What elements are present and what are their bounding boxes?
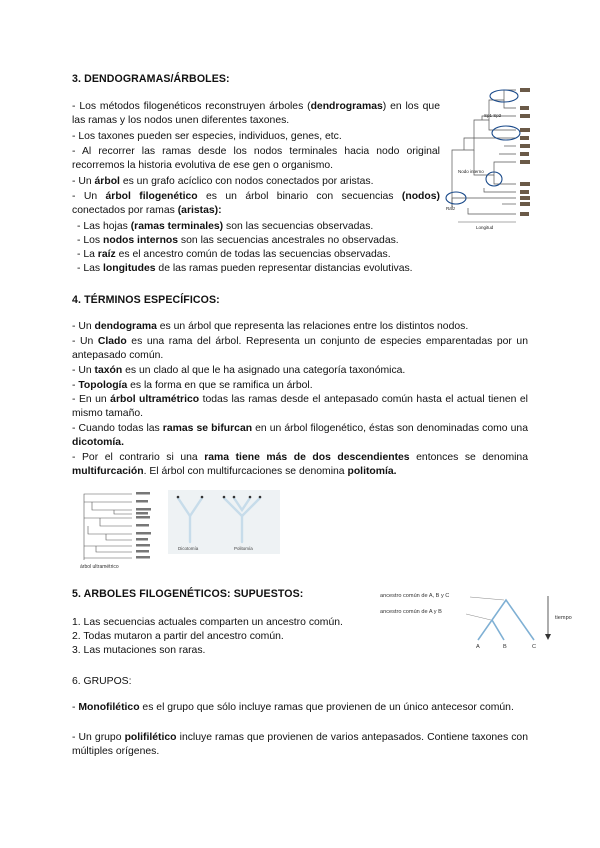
s4-item-5 xyxy=(72,393,528,421)
s5-item-3: 3. Las mutaciones son raras. xyxy=(72,645,206,656)
bold-term: nodos internos xyxy=(103,235,179,246)
text: - Un xyxy=(72,365,95,376)
text: son las secuencias ancestrales no observadas. xyxy=(178,235,399,246)
s3-bullet-3 xyxy=(77,248,497,262)
leaf-c-label: C xyxy=(532,644,537,650)
fig-label-root: Raíz xyxy=(446,206,456,211)
text: es el grupo que sólo incluye ramas que provienen de un único antecesor común. xyxy=(139,702,514,713)
bold-term: árbol filogenético xyxy=(105,191,198,202)
text: - Los métodos filogenéticos reconstruyen árboles ( xyxy=(72,101,311,112)
polytomy-caption: Politomía xyxy=(234,546,253,551)
text: todas las ramas desde el antepasado común hasta el actual tienen el mismo tamaño. xyxy=(72,394,528,420)
s4-item-4 xyxy=(72,379,528,393)
text: - En un xyxy=(72,394,111,405)
s4-item-7 xyxy=(72,451,528,479)
bold-term: árbol xyxy=(94,176,120,187)
bold-term: dicotomía. xyxy=(72,437,124,449)
dichotomy-caption: Dicotomía xyxy=(178,546,199,551)
s3-bullet-4 xyxy=(77,262,517,276)
bold-term: (nodos) xyxy=(401,191,440,202)
text: incluye ramas que provienen de varios antepasados. Contiene taxones con múltiples orígenes. xyxy=(72,732,528,758)
text: en un árbol filogenético, éstas son denominadas como una xyxy=(252,423,528,434)
bold-term: politomía. xyxy=(347,466,397,478)
s3-paragraph-5 xyxy=(72,190,440,218)
text: - Un xyxy=(72,321,95,332)
section-4-heading: 4. TÉRMINOS ESPECÍFICOS: xyxy=(72,294,220,306)
text: - La xyxy=(77,249,98,260)
text: es la forma en que se ramifica un árbol. xyxy=(127,380,313,391)
bold-term: (aristas): xyxy=(177,205,222,217)
s6-item-2 xyxy=(72,731,528,759)
bold-term: Monofilético xyxy=(78,702,140,713)
bold-term: dendograma xyxy=(94,321,157,332)
s5-item-2: 2. Todas mutaron a partir del ancestro común. xyxy=(72,631,284,642)
leaf-a-label: A xyxy=(476,644,480,650)
text: - xyxy=(72,380,79,391)
phylogenetic-tree-figure xyxy=(444,80,536,232)
text: - Los xyxy=(77,235,103,246)
bold-term: taxón xyxy=(94,365,123,376)
s3-paragraph-3: - Al recorrer las ramas desde los nodos terminales hacia nodo original recorremos la historia evolutiva de ese gen o organismo. xyxy=(72,146,440,172)
ancestor-tree-figure xyxy=(374,588,584,652)
text: es un grafo acíclico con nodos conectados por aristas. xyxy=(119,176,374,187)
bold-term: (ramas terminales) xyxy=(130,221,224,232)
text: es el ancestro común de todas las secuencias observadas. xyxy=(115,249,391,260)
leaf-b-label: B xyxy=(503,644,507,650)
section-5-heading: 5. ARBOLES FILOGENÉTICOS: SUPUESTOS: xyxy=(72,588,304,600)
bold-term: árbol ultramétrico xyxy=(110,394,200,405)
text: es un clado al que le ha asignado una categoría taxonómica. xyxy=(122,365,406,376)
bold-term: rama tiene más de dos descendientes xyxy=(204,452,410,463)
text: - Un xyxy=(72,336,98,347)
s4-item-3 xyxy=(72,364,528,378)
text: - Por el contrario si una xyxy=(72,452,205,463)
ultrametric-caption: árbol ultramétrico xyxy=(80,564,119,570)
s4-item-6 xyxy=(72,422,528,450)
text: entonces se denomina xyxy=(409,452,528,463)
section-3-heading: 3. DENDOGRAMAS/ÁRBOLES: xyxy=(72,73,230,85)
bold-term: dendrogramas xyxy=(310,101,383,112)
text: conectados por ramas xyxy=(72,205,178,217)
common-ancestor-ab-label: ancestro común de A y B xyxy=(380,609,442,615)
s6-item-1 xyxy=(72,701,528,715)
bold-term: ramas se bifurcan xyxy=(162,423,253,434)
s3-bullet-1 xyxy=(77,220,497,234)
s3-paragraph-2: - Los taxones pueden ser especies, individuos, genes, etc. xyxy=(72,131,342,142)
fig-axis-label: Longitud xyxy=(476,225,494,230)
bold-term: raíz xyxy=(97,249,116,260)
time-axis-label: tiempo xyxy=(555,615,572,621)
text: - Un xyxy=(72,191,106,202)
section-6-heading: 6. GRUPOS: xyxy=(72,676,132,687)
common-ancestor-abc-label: ancestro común de A, B y C xyxy=(380,593,450,599)
text: - Cuando todas las xyxy=(72,423,163,434)
text: - Un xyxy=(72,176,95,187)
text: - Las hojas xyxy=(77,221,131,232)
fig-label-sp: Sp1 Sp2 xyxy=(484,113,502,118)
text: - xyxy=(72,702,79,713)
text: es un árbol que representa las relaciones entre los distintos nodos. xyxy=(156,321,469,332)
dichotomy-polytomy-figure xyxy=(168,490,280,554)
bold-term: polifilético xyxy=(124,732,177,743)
s3-bullet-2 xyxy=(77,234,497,248)
text: . El árbol con multifurcaciones se denomina xyxy=(143,466,348,478)
s4-item-2 xyxy=(72,335,528,363)
bold-term: Topología xyxy=(78,380,128,391)
text: ) en los que las ramas y los nodos unen diferentes taxones. xyxy=(72,101,440,127)
text: - Las xyxy=(77,263,103,274)
bold-term: longitudes xyxy=(103,263,156,274)
s3-paragraph-4 xyxy=(72,175,440,189)
text: son las secuencias observadas. xyxy=(223,221,374,232)
bold-term: multifurcación xyxy=(72,466,144,478)
s4-item-1 xyxy=(72,320,530,334)
bold-term: Clado xyxy=(97,336,127,347)
s5-item-1: 1. Las secuencias actuales comparten un ancestro común. xyxy=(72,617,343,628)
s3-paragraph-1 xyxy=(72,100,440,128)
fig-label-internal-node: Nodo interno xyxy=(458,169,484,174)
text: de las ramas pueden representar distancias evolutivas. xyxy=(155,263,413,274)
text: - Un grupo xyxy=(72,732,125,743)
text: es un árbol binario con secuencias xyxy=(197,191,402,202)
ultrametric-tree-figure xyxy=(74,488,160,570)
text: es una rama del árbol. Representa un conjunto de especies emparentadas por un antepasado común. xyxy=(72,336,528,362)
